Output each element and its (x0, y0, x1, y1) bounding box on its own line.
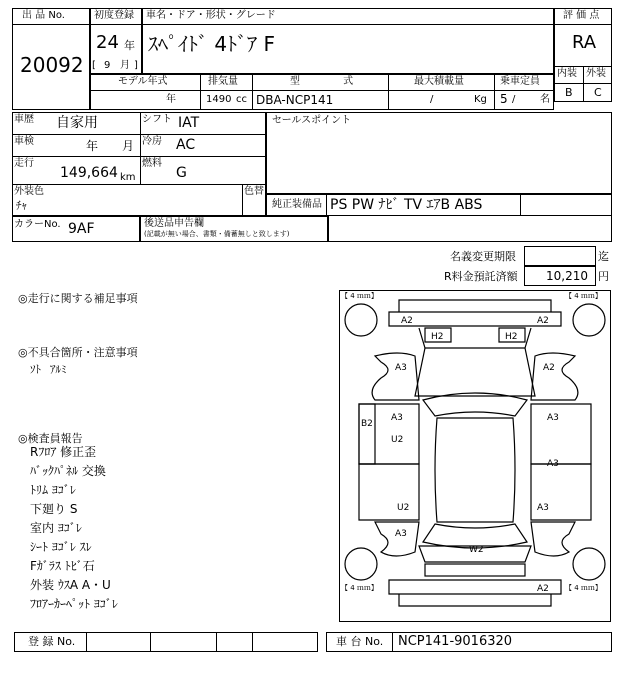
sales-point-label: セールスポイント (272, 115, 352, 126)
inspector-item: ﾄﾘﾑ ﾖｺﾞﾚ (30, 483, 76, 497)
chassis-value: NCP141-9016320 (398, 634, 513, 649)
inspector-item: ﾊﾞｯｸﾊﾟﾈﾙ 交換 (30, 464, 106, 478)
name-change-box (524, 246, 596, 266)
inspection-year: 年 (86, 139, 99, 153)
chassis-label: 車 台 No. (336, 635, 384, 648)
inspector-item: 外装 ｳｽA A・U (30, 578, 111, 592)
right-front-door (531, 404, 591, 464)
capacity-label: 乗車定員 (500, 76, 540, 87)
model-year-label: モデル年式 (118, 76, 168, 87)
mark-rear-fender-right: A3 (537, 503, 549, 513)
color-value: ﾁｬ (16, 199, 27, 212)
interior-label: 内装 (557, 68, 577, 79)
tire-label-bl: 【 4 ｍｍ】 (341, 584, 378, 592)
shift-label: シフト (142, 114, 172, 125)
mark-rear-bumper: A2 (537, 584, 549, 594)
score-label: 評 価 点 (563, 10, 600, 21)
capacity-suffix: 名 (540, 94, 550, 105)
lot-number: 20092 (20, 53, 84, 77)
tire-rear-left (345, 548, 377, 580)
reg-year-unit: 年 (124, 39, 135, 52)
roof (435, 418, 515, 522)
defects-title: ◎不具合箇所・注意事項 (18, 346, 138, 359)
max-load-value: / (430, 94, 434, 105)
history-label: 車歴 (14, 114, 34, 125)
car-name: ｽﾍﾟｲﾄﾞ 4ﾄﾞｱ F (148, 32, 275, 56)
lot-label: 出 品 No. (22, 10, 65, 21)
tire-front-left (345, 304, 377, 336)
inspector-item: ｼｰﾄ ﾖｺﾞﾚ ｽﾚ (30, 540, 92, 554)
displacement-value: 1490 (206, 94, 232, 105)
history-value: 自家用 (56, 115, 98, 131)
mark-front-door-left-2: U2 (391, 435, 404, 445)
mark-trunk: W2 (469, 545, 484, 555)
hood (415, 348, 535, 396)
mark-front-door-left: A3 (391, 413, 403, 423)
left-front-fender (372, 353, 419, 400)
type-label: 型 式 (290, 76, 354, 87)
mark-rear-fender-left: A3 (395, 529, 407, 539)
reg-month-unit: 月 (120, 60, 130, 71)
aircon-label: 冷房 (142, 136, 162, 147)
license-plate (425, 564, 525, 576)
tire-label-tl: 【 4 ｍｍ】 (341, 292, 378, 300)
driving-notes-title: ◎走行に関する補足事項 (18, 292, 138, 305)
reg-month: 9 (104, 60, 111, 71)
front-bumper (389, 312, 561, 326)
tire-rear-right (573, 548, 605, 580)
mark-front-door-right: A3 (547, 413, 559, 423)
left-rear-fender (375, 522, 419, 556)
color-no-label: カラーNo. (14, 219, 61, 230)
inspector-item: Rﾌﾛｱ 修正歪 (30, 445, 97, 459)
mark-rear-door-left: U2 (397, 503, 410, 513)
mark-front-bumper-left: A2 (401, 316, 413, 326)
equipment-value: PS PW ﾅﾋﾞ TV ｴｱB ABS (330, 197, 483, 213)
capacity-unit: / (512, 94, 516, 105)
reg-year: 24 (96, 32, 119, 53)
recycle-value: 10,210 (546, 269, 588, 283)
inspector-item: ﾌﾛｱｰｶｰﾍﾟｯﾄ ﾖｺﾞﾚ (30, 597, 118, 611)
interior-grade: B (565, 86, 573, 99)
inspector-item: Fｶﾞﾗｽ ﾄﾋﾞ石 (30, 559, 95, 573)
mark-front-fender-right: A2 (543, 363, 555, 373)
right-rear-fender (531, 522, 575, 556)
fuel-label: 燃料 (142, 158, 162, 169)
right-front-fender (531, 353, 578, 400)
name-change-unit: 迄 (598, 250, 609, 263)
mileage-label: 走行 (14, 158, 34, 169)
rear-bumper (389, 580, 561, 594)
left-pillar (359, 404, 375, 464)
mileage-unit: km (120, 172, 136, 183)
displacement-label: 排気量 (208, 76, 238, 87)
max-load-label: 最大積載量 (414, 76, 464, 87)
mileage-value: 149,664 (60, 165, 118, 181)
mark-headlight-left: H2 (431, 332, 444, 342)
tire-label-br: 【 4 ｍｍ】 (565, 584, 602, 592)
tire-label-tr: 【 4 ｍｍ】 (565, 292, 602, 300)
mark-front-bumper-right: A2 (537, 316, 549, 326)
color-change-label: 色替 (244, 186, 264, 197)
car-diagram (339, 290, 611, 622)
exterior-grade: C (594, 86, 602, 99)
post-report-label: 後送品申告欄 (144, 218, 204, 229)
mark-rear-door-right: A3 (547, 459, 559, 469)
car-name-label: 車名・ドア・形状・グレード (146, 10, 276, 21)
color-label: 外装色 (14, 186, 44, 197)
details-box (12, 112, 266, 216)
aircon-value: AC (176, 137, 196, 153)
name-change-label: 名義変更期限 (450, 250, 516, 263)
left-rear-door (359, 464, 419, 520)
inspection-label: 車検 (14, 136, 34, 147)
mark-pillar-left: B2 (361, 419, 373, 429)
type-value: DBA-NCP141 (256, 93, 334, 107)
reg-month-open: [ (92, 60, 96, 71)
inspector-item: 下廻り S (30, 502, 78, 516)
score-value: RA (572, 32, 597, 53)
inspection-month: 月 (122, 139, 135, 153)
shift-value: IAT (178, 115, 200, 131)
post-report-note: (記載が無い場合、書類・備蓄無しと致します) (144, 230, 290, 238)
left-front-door (359, 404, 419, 464)
exterior-label: 外装 (586, 68, 606, 79)
recycle-label: R料金預託済額 (444, 270, 518, 283)
inspector-title: ◎検査員報告 (18, 432, 83, 445)
reg-label: 初度登録 (94, 10, 134, 21)
tire-front-right (573, 304, 605, 336)
mark-front-fender-left: A3 (395, 363, 407, 373)
model-year-unit: 年 (166, 94, 176, 105)
capacity-value: 5 (500, 92, 508, 106)
recycle-unit: 円 (598, 270, 609, 283)
defects-item: ｱﾙﾐ (50, 363, 67, 376)
equipment-label: 純正装備品 (272, 199, 322, 210)
reg-no-label: 登 録 No. (28, 635, 76, 648)
inspector-item: 室内 ﾖｺﾞﾚ (30, 521, 82, 535)
fuel-value: G (176, 165, 187, 181)
color-no-value: 9AF (68, 221, 95, 237)
defects-item-prefix: ｿﾄ (30, 363, 41, 376)
mark-headlight-right: H2 (505, 332, 518, 342)
equipment-extra-box (328, 216, 612, 242)
max-load-unit: Kg (474, 94, 487, 105)
reg-month-close: ] (134, 60, 138, 71)
displacement-unit: cc (236, 94, 247, 105)
